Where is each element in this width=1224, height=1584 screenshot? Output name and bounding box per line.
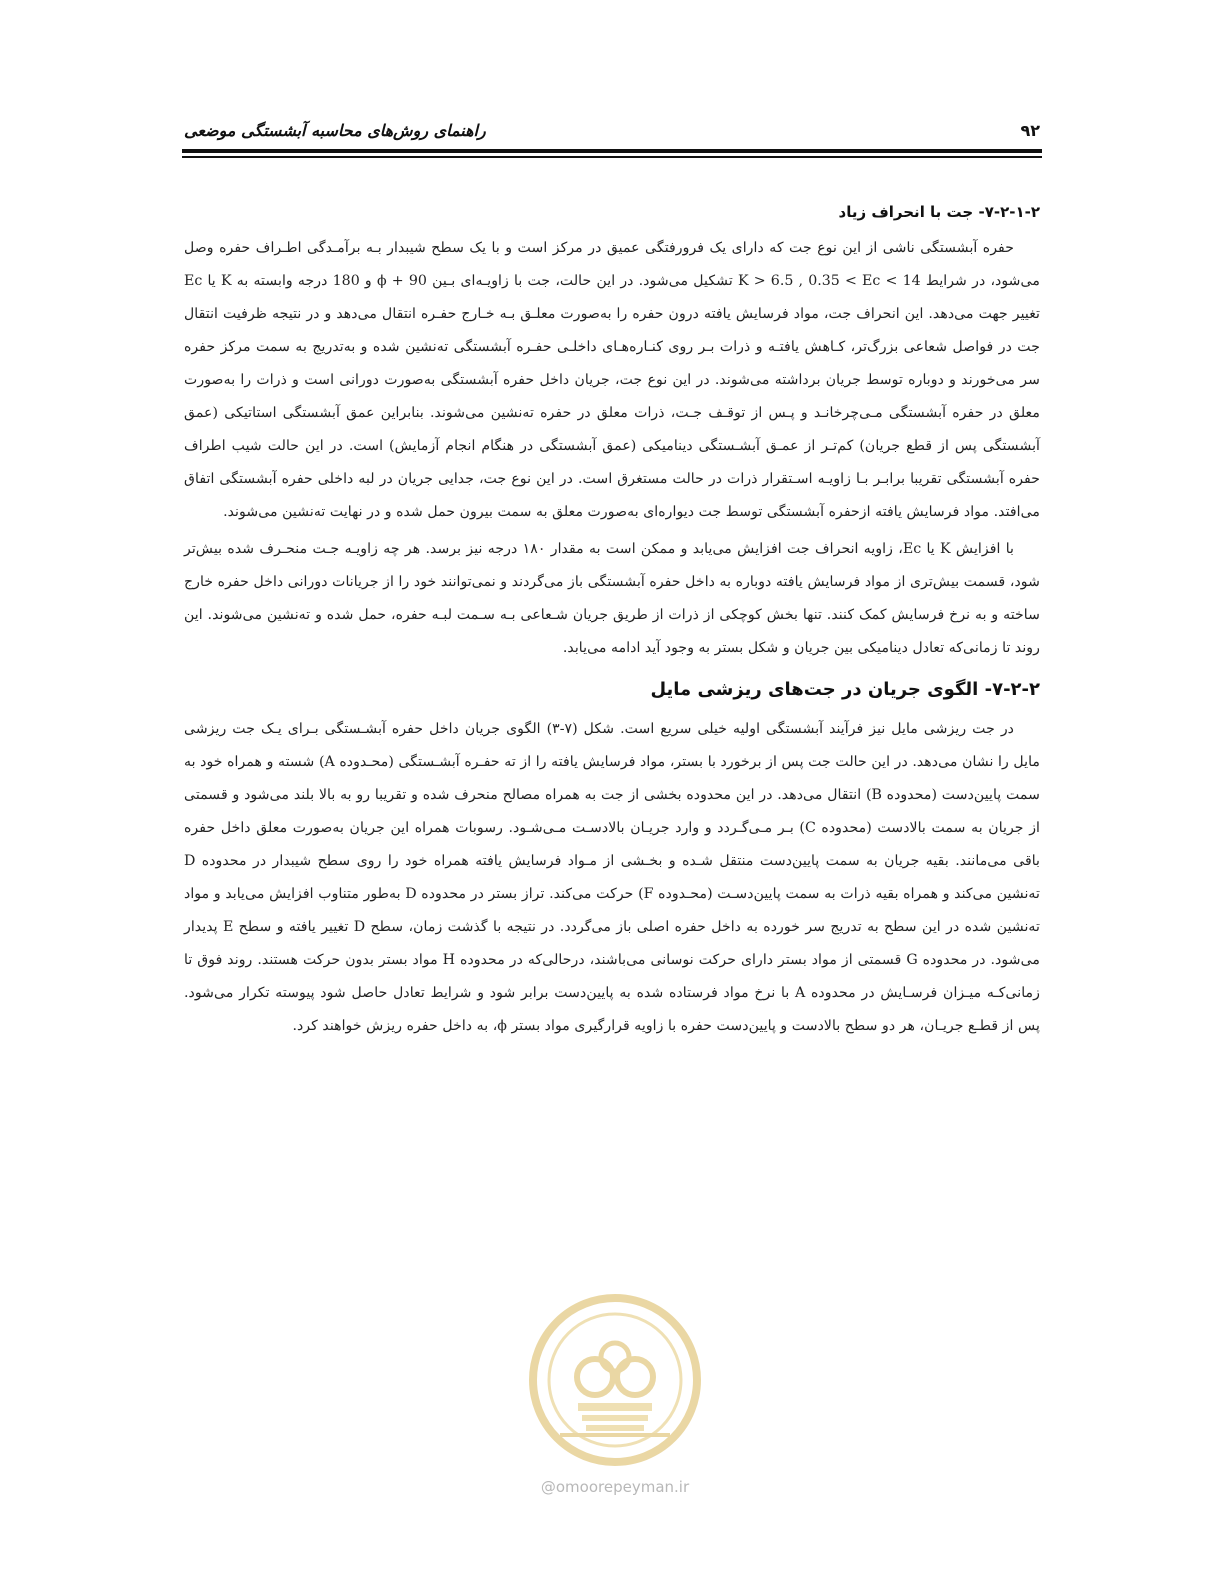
paragraph: حفره آبشستگی ناشی از این نوع جت که دارای یک فرورفتگی عمیق در مرکز است و با یک سطح شیبدار بـه برآمـدگی اطـراف حفره وصل می‌شود، در شرایط 14 > K > 6.5 , 0.35 < Ec تشکیل می‌شود. در این حالت، جت با زاویـه‌ای بـین ϕ + 90 و 180 درجه وابسته به K یا Ec تغییر جهت می‌دهد. این انحراف جت، مواد فرسایش یافته درون حفره را به‌صورت معلـق بـه خـارج حفـره انتقال می‌دهد و در نتیجه ظرفیت انتقال جت در فواصل شعاعی بزرگ‌تر، کـاهش یافتـه و ذرات بـر روی کنـاره‌هـای داخلـی حفـره آبشستگی ته‌نشین شده و به‌تدریج به سمت مرکز حفره سر می‌خورند و دوباره توسط جریان برداشته می‌شوند. در این نوع جت، جریان داخل حفره آبشستگی به‌صورت دورانی است و ذرات را به‌صورت معلق در حفره آبشستگی مـی‌چرخانـد و پـس از توقـف جـت، ذرات معلق در حفره ته‌نشین می‌شوند. بنابراین عمق آبشستگی استاتیکی (عمق آبشستگی پس از قطع جریان) کم‌تـر از عمـق آبشـستگی دینامیکی (عمق آبشستگی در هنگام انجام آزمایش) است. در این حالت شیب اطراف حفره آبشستگی تقریبا برابـر بـا زاویـه اسـتقرار ذرات در حالت مستغرق است. در این نوع جت، جدایی جریان در لبه داخلی حفره آبشستگی اتفاق می‌افتد. مواد فرسایش یافته ازحفره آبشستگی توسط جت دیواره‌ای به‌صورت معلق به سمت بیرون حمل شده و در نهایت ته‌نشین می‌شوند. [184, 240, 1040, 520]
running-title: راهنمای روش‌های محاسبه آبشستگی موضعی [184, 121, 486, 140]
paragraph: با افزایش K یا Ec، زاویه انحراف جت افزایش می‌یابد و ممکن است به مقدار ۱۸۰ درجه نیز برسد. هر چه زاویـه جـت منحـرف شده بیش‌تر شود، قسمت بیش‌تری از مواد فرسایش یافته دوباره به داخل حفره آبشستگی باز می‌گردند و نمی‌توانند خود را از جریانات دورانی داخل حفره خارج ساخته و به نرخ فرسایش کمک کنند. تنها بخش کوچکی از ذرات از طریق جریان شـعاعی بـه سـمت لبـه حفره، حمل شده و ته‌نشین می‌شوند. این روند تا زمانی‌که تعادل دینامیکی بین جریان و شکل بستر به وجود آید ادامه می‌یابد. [184, 541, 1040, 656]
running-header [184, 118, 1040, 148]
section-heading-jet-high-deflection: ۷-۲-۱-۲- جت با انحراف زیاد [838, 203, 1040, 221]
header-rule [182, 149, 1042, 153]
header-rule-thin [182, 156, 1042, 158]
section-heading-inclined-jet-flow: ۷-۲-۲- الگوی جریان در جت‌های ریزشی مایل [650, 679, 1040, 700]
watermark-url: @omoorepeyman.ir [540, 1478, 690, 1496]
page-body [184, 196, 1040, 1047]
paragraph: در جت ریزشی مایل نیز فرآیند آبشستگی اولیه خیلی سریع است. شکل (۷-۳) الگوی جریان داخل حفره آبشـستگی بـرای یـک جت ریزشی مایل را نشان می‌دهد. در این حالت جت پس از برخورد با بستر، مواد فرسایش یافته را از ته حفـره آبشـستگی (محـدوده A) شسته و همراه خود به سمت پایین‌دست (محدوده B) انتقال می‌دهد. در این محدوده بخشی از جت به همراه مصالح منحرف شده و تقریبا رو به بالا بلند می‌شود و قسمتی از جریان به سمت بالادست (محدوده C) بـر مـی‌گـردد و وارد جریـان بالادسـت مـی‌شـود. رسوبات همراه این جریان به‌صورت معلق داخل حفره باقی می‌مانند. بقیه جریان به سمت پایین‌دست منتقل شـده و بخـشی از مـواد فرسایش یافته همراه خود را روی سطح شیبدار در محدوده D ته‌نشین می‌کند و همراه بقیه ذرات به سمت پایین‌دسـت (محـدوده F) حرکت می‌کند. تراز بستر در محدوده D به‌طور متناوب افزایش می‌یابد و مواد ته‌نشین شده در این سطح به تدریج سر خورده به داخل حفره اصلی باز می‌گردد. در نتیجه با گذشت زمان، سطح D تغییر یافته و سطح E پدیدار می‌شود. در محدوده G قسمتی از مواد بستر دارای حرکت نوسانی می‌باشند، درحالی‌که در محدوده H مواد بستر بدون حرکت هستند. روند فوق تا زمانی‌کـه میـزان فرسـایش در محدوده A با نرخ مواد فرستاده شده به پایین‌دست برابر شود و شرایط تعادل حاصل شود پیوسته تکرار می‌شود. پس از قطـع جریـان، هر دو سطح بالادست و پایین‌دست حفره با زاویه قرارگیری مواد بستر ϕ، به داخل حفره ریزش خواهند کرد. [184, 721, 1041, 1034]
watermark-logo [500, 1285, 730, 1480]
page-number: ۹۲ [1020, 121, 1040, 140]
